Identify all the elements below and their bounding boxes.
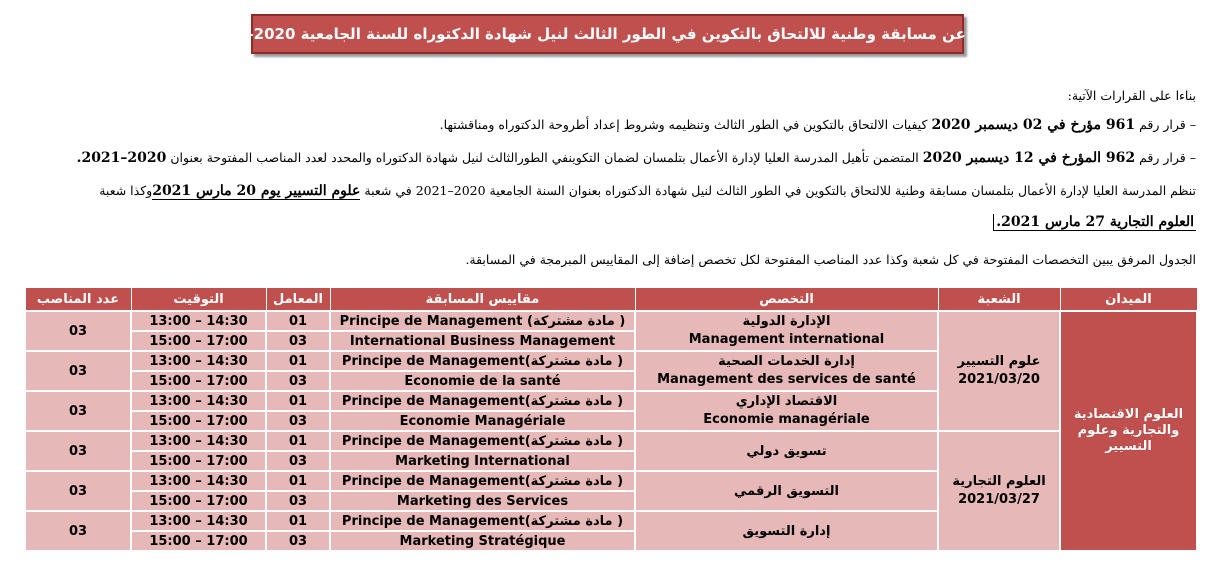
- specialty-ar: التسويق الرقمي: [734, 483, 839, 499]
- exam-subject: Principe de Management (مادة مشتركة ): [339, 313, 626, 329]
- header-branch: الشعبة: [938, 288, 1060, 311]
- exam-subject: Marketing des Services: [396, 493, 569, 509]
- decree-962-text: المتضمن تأهيل المدرسة العليا لإدارة الأعمال بتلمسان لضمان التكوينفي الطورالثالث لنيل شهادة الدكتوراه والمحدد لعدد المناصب المفتوحة بعنوان: [166, 150, 923, 165]
- decree-961-dated: مؤرخ في: [1042, 117, 1106, 133]
- specialty-ar: الإدارة الدولية: [742, 314, 831, 329]
- exam-schedule-table: [24, 288, 1198, 552]
- exam-subject: Principe de Management(مادة مشتركة ): [341, 353, 624, 369]
- specialty-cell: [635, 311, 938, 351]
- seats-count: 03: [25, 351, 131, 391]
- exam-subject: Principe de Management(مادة مشتركة ): [341, 393, 624, 409]
- table-row: [25, 311, 1197, 331]
- exam-time: 13:00 – 14:30: [149, 353, 248, 369]
- and-branch-text: وكذا شعبة: [99, 183, 153, 198]
- exam-time: 15:00 – 17:00: [149, 373, 248, 389]
- organisation-text: تنظم المدرسة العليا لإدارة الأعمال بتلمسان مسابقة وطنية للالتحاق بالتكوين في الطور الثالث لنيل شهادة الدكتوراه بعنوان السنة الجامعية 2020–2021 في شعبة: [360, 183, 1196, 198]
- table-header-row: [25, 288, 1197, 311]
- specialty-ar: الاقتصاد الإداري: [735, 394, 838, 409]
- decree-961-date: 02 ديسمبر 2020: [931, 117, 1043, 133]
- specialty-ar: إدارة التسويق: [742, 523, 831, 539]
- intro-line-1: [60, 88, 1196, 103]
- coefficient: 01: [266, 311, 330, 331]
- intro-line-5: [60, 214, 1196, 230]
- announcement-title-box: [204, 14, 1011, 54]
- exam-time: 15:00 – 17:00: [149, 533, 248, 549]
- specialty-fr: Management des services de santé: [657, 372, 916, 387]
- branch-cell-commerce: [938, 431, 1060, 551]
- specialty-cell: [635, 351, 938, 391]
- header-specialty: التخصص: [635, 288, 938, 311]
- coefficient: 03: [266, 531, 330, 551]
- header-time: التوقيت: [131, 288, 266, 311]
- branch-name: علوم التسيير: [957, 354, 1041, 369]
- coefficient: 03: [266, 371, 330, 391]
- exam-subject: Principe de Management(مادة مشتركة ): [341, 433, 624, 449]
- decree-961-text: كيفيات الالتحاق بالتكوين في الطور الثالث وتنظيمه وشروط إعداد أطروحة الدكتوراه ومناقشتها.: [439, 117, 932, 132]
- exam-subject: Economie Managériale: [399, 413, 566, 429]
- coefficient: 01: [266, 471, 330, 491]
- domain-cell: العلوم الاقتصادية والتجارية وعلوم التسيير: [1060, 311, 1197, 551]
- header-exam-subjects: مقاييس المسابقة: [330, 288, 635, 311]
- exam-subject: International Business Management: [349, 333, 616, 349]
- decree-961-prefix: – قرار رقم: [1135, 117, 1196, 132]
- exam-time: 13:00 – 14:30: [149, 473, 248, 489]
- coefficient: 01: [266, 351, 330, 371]
- branch-date: 2021/03/27: [958, 492, 1040, 507]
- header-domain: الميدان: [1060, 288, 1197, 311]
- coefficient: 01: [266, 391, 330, 411]
- seats-count: 03: [25, 311, 131, 351]
- exam-time: 15:00 – 17:00: [149, 413, 248, 429]
- exam-time: 13:00 – 14:30: [149, 433, 248, 449]
- specialty-cell: [635, 431, 938, 471]
- exam-subject: Principe de Management(مادة مشتركة ): [341, 473, 624, 489]
- exam-time: 15:00 – 17:00: [149, 493, 248, 509]
- seats-count: 03: [25, 391, 131, 431]
- intro-line-3: [60, 150, 1196, 166]
- exam-time: 13:00 – 14:30: [149, 513, 248, 529]
- specialty-cell: [635, 511, 938, 551]
- commerce-branch-date: العلوم التجارية 27 مارس 2021.: [993, 214, 1196, 231]
- decree-962-year: 2020–2021.: [76, 150, 167, 166]
- announcement-title: إعلان عن مسابقة وطنية للالتحاق بالتكوين في الطور الثالث لنيل شهادة الدكتوراه للسنة الجامعية 2020–2021: [204, 25, 1011, 43]
- coefficient: 01: [266, 511, 330, 531]
- branch-name: العلوم التجارية: [952, 474, 1046, 489]
- exam-subject: Marketing Stratégique: [399, 533, 566, 549]
- coefficient: 03: [266, 331, 330, 351]
- decree-962-date: 12 ديسمبر 2020: [922, 150, 1034, 166]
- intro-heading: بناءا على القرارات الآتية:: [1067, 88, 1196, 103]
- exam-time: 13:00 – 14:30: [149, 313, 248, 329]
- exam-subject: Marketing International: [395, 453, 570, 469]
- exam-subject: Principe de Management(مادة مشتركة ): [341, 513, 624, 529]
- decree-961-number: 961: [1105, 117, 1136, 133]
- exam-time: 15:00 – 17:00: [149, 453, 248, 469]
- coefficient: 01: [266, 431, 330, 451]
- specialty-fr: Economie managériale: [703, 412, 870, 427]
- exam-time: 15:00 – 17:00: [149, 333, 248, 349]
- coefficient: 03: [266, 411, 330, 431]
- exam-subject: Economie de la santé: [404, 373, 561, 389]
- decree-962-prefix: – قرار رقم: [1135, 150, 1196, 165]
- decree-962-dated: المؤرخ في: [1033, 150, 1106, 166]
- specialty-cell: [635, 471, 938, 511]
- coefficient: 03: [266, 451, 330, 471]
- table-caption: الجدول المرفق يبين التخصصات المفتوحة في كل شعبة وكذا عدد المناصب المفتوحة لكل تخصص إضافة إلى المقاييس المبرمجة في المسابقة.: [465, 252, 1196, 267]
- specialty-cell: [635, 391, 938, 431]
- branch-cell-management: [938, 311, 1060, 431]
- intro-line-2: [60, 117, 1196, 133]
- seats-count: 03: [25, 431, 131, 471]
- header-coefficient: المعامل: [266, 288, 330, 311]
- management-branch-date: علوم التسيير يوم 20 مارس 2021: [152, 183, 361, 199]
- decree-962-number: 962: [1105, 150, 1136, 166]
- intro-line-4: [60, 183, 1196, 199]
- intro-line-6: [60, 252, 1196, 267]
- exam-time: 13:00 – 14:30: [149, 393, 248, 409]
- specialty-ar: تسويق دولي: [746, 443, 827, 459]
- table-row: [25, 431, 1197, 451]
- coefficient: 03: [266, 491, 330, 511]
- seats-count: 03: [25, 471, 131, 511]
- specialty-ar: إدارة الخدمات الصحية: [718, 354, 855, 369]
- branch-date: 2021/03/20: [958, 372, 1040, 387]
- seats-count: 03: [25, 511, 131, 551]
- specialty-fr: Management international: [688, 332, 885, 347]
- header-seats: عدد المناصب: [25, 288, 131, 311]
